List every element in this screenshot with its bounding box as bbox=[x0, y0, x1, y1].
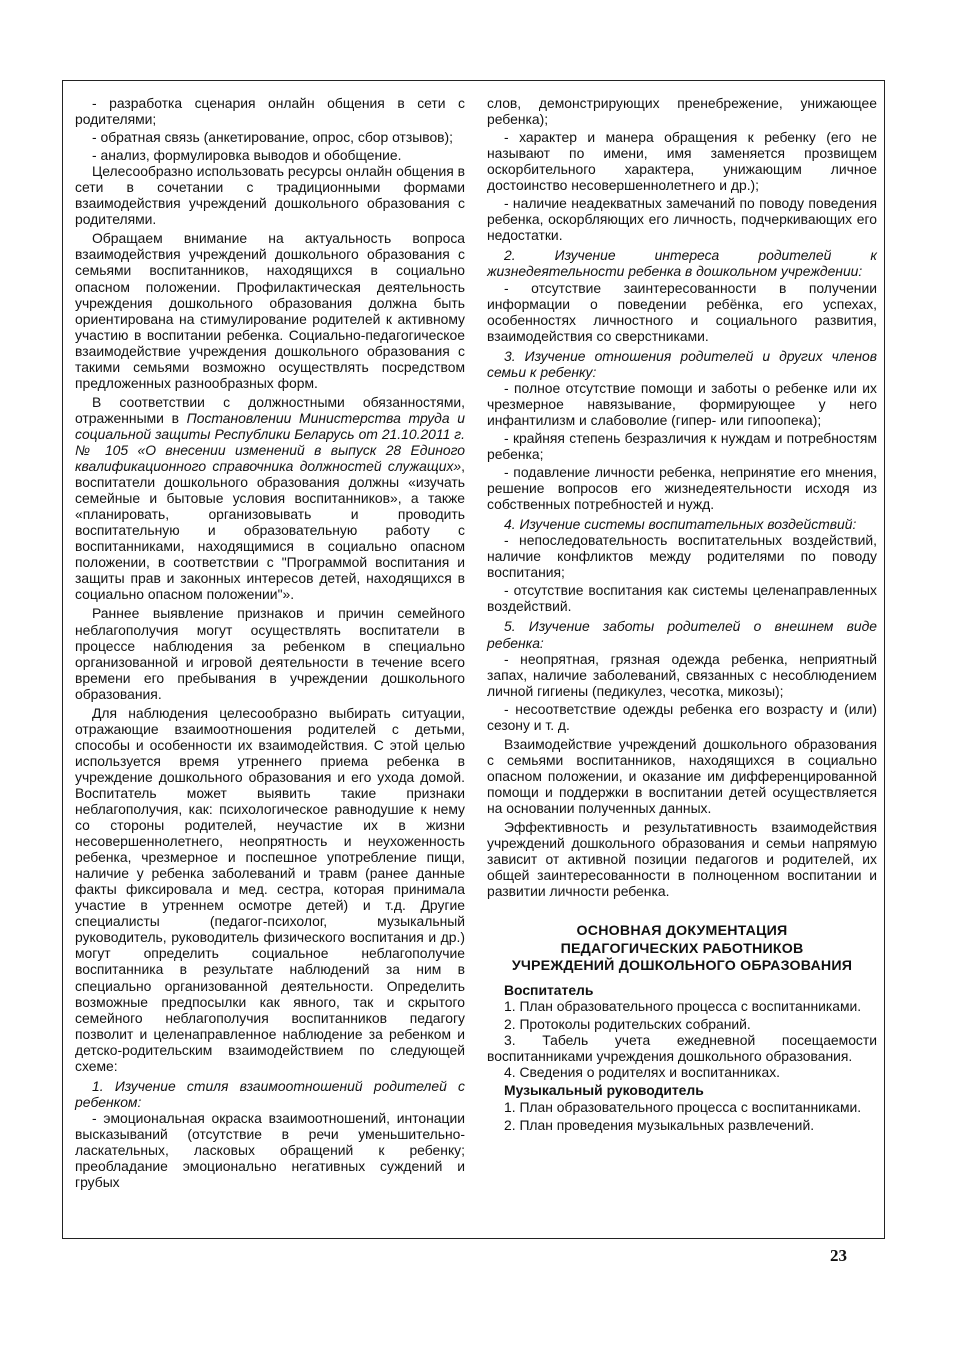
list-item: 4. Сведения о родителях и воспитанниках. bbox=[504, 1064, 780, 1081]
paragraph: - несоответствие одежды ребенка его возрасту и (или) сезону и т. д. bbox=[487, 700, 877, 733]
paragraph: Обращаем внимание на актуальность вопроса взаимодействия учреждений дошкольного образования с семьями воспитанников, находящихся в социально опасном положении. Профилактическая деятельность учреждения дошкольного образования должна быть ориентирована на стимулирование родителей к активному участию в воспитании ребенка. Социально-педагогическое взаимодействие учреждения дошкольного образования с такими семьями возможно осуществлять посредством предложенных разнообразных форм. bbox=[75, 230, 465, 391]
list-item: 1. План образовательного процесса с воспитанниками. bbox=[504, 1098, 862, 1115]
italic-heading: 1. Изучение стиля взаимоотношений родителей с ребенком: bbox=[75, 1077, 465, 1110]
section-title-line: ОСНОВНАЯ ДОКУМЕНТАЦИЯ bbox=[576, 923, 788, 940]
list-item: 2. Протоколы родительских собраний. bbox=[504, 1016, 751, 1033]
paragraph: Целесообразно использовать ресурсы онлайн общения в сети в сочетании с традиционными формами взаимодействия учреждений дошкольного образования с родителями. bbox=[75, 163, 465, 228]
paragraph: - отсутствие воспитания как системы целенаправленных воздействий. bbox=[487, 582, 877, 615]
right-column bbox=[487, 95, 877, 1133]
list-item: 3. Табель учета ежедневной посещаемости воспитанниками учреждения дошкольного образования. bbox=[487, 1032, 877, 1065]
italic-heading: 3. Изучение отношения родителей и других членов семьи к ребенку: bbox=[487, 347, 877, 380]
paragraph: - анализ, формулировка выводов и обобщение. bbox=[92, 147, 402, 164]
paragraph: Взаимодействие учреждений дошкольного образования с семьями воспитанников, находящихся в социально опасном положении, и оказание им дифференцированной помощи и поддержки в воспитании детей осуществляется на основании полученных данных. bbox=[487, 735, 877, 816]
paragraph: - полное отсутствие помощи и заботы о ребенке или их чрезмерное навязывание, формирующее у него инфантилизм и слабоволие (гипер- или гипоопека); bbox=[487, 379, 877, 428]
paragraph: Раннее выявление признаков и причин семейного неблагополучия могут осуществлять воспитатели в процессе наблюдения за ребенком в специально организованной и игровой деятельности в течение всего времени его пребывания в учреждении дошкольного образования. bbox=[75, 605, 465, 702]
paragraph: Эффективность и результативность взаимодействия учреждений дошкольного образования и семьи напрямую зависит от активной позиции педагогов и родителей, их общей заинтересованности в полноценном воспитании и развитии личности ребенка. bbox=[487, 819, 877, 900]
italic-heading: 4. Изучение системы воспитательных воздействий: bbox=[504, 516, 857, 533]
text-span: , воспитатели дошкольного образования должны «изучать семейные и бытовые условия воспитанников», а также «планировать, организовывать и проводить воспитательную и образовательную работу с воспитанниками, находящимися в социально опасном положении, в соответствии с "Программой воспитания и защиты прав и законных интересов детей, находящихся в социально опасном положении"». bbox=[75, 458, 465, 603]
subheading: Воспитатель bbox=[504, 981, 594, 998]
list-item: 1. План образовательного процесса с воспитанниками. bbox=[504, 998, 862, 1015]
paragraph: - обратная связь (анкетирование, опрос, сбор отзывов); bbox=[92, 129, 454, 146]
subheading: Музыкальный руководитель bbox=[504, 1082, 704, 1099]
section-title bbox=[487, 923, 877, 976]
list-item: 2. План проведения музыкальных развлечений. bbox=[504, 1117, 815, 1134]
text-span: В соответствии с должностными обязанностями, отраженными в bbox=[75, 393, 465, 426]
paragraph: - крайняя степень безразличия к нуждам и потребностям ребенка; bbox=[487, 429, 877, 462]
paragraph: - характер и манера обращения к ребенку (его не называют по имени, имя заменяется прозвищем оскорбительного характера, унижающим личное достоинство несовершеннолетнего и др.); bbox=[487, 129, 877, 194]
paragraph: - непоследовательность воспитательных воздействий, наличие конфликтов между родителями по поводу воспитания; bbox=[487, 532, 877, 581]
italic-heading: 5. Изучение заботы родителей о внешнем виде ребенка: bbox=[487, 618, 877, 651]
paragraph: - отсутствие заинтересованности в получении информации о поведении ребёнка, его успехах, особенностях личностного и социального развития, взаимодействия со сверстниками. bbox=[487, 279, 877, 344]
paragraph: - неопрятная, грязная одежда ребенка, неприятный запах, наличие заболеваний, связанных с несоблюдением личной гигиены (педикулез, чесотка, микозы); bbox=[487, 650, 877, 699]
paragraph: - наличие неадекватных замечаний по поводу поведения ребенка, оскорбляющих его личность, подчеркивающих его недостатки. bbox=[487, 195, 877, 244]
paragraph: - разработка сценария онлайн общения в сети с родителями; bbox=[75, 95, 465, 128]
section-title-line: ПЕДАГОГИЧЕСКИХ РАБОТНИКОВ bbox=[560, 940, 804, 957]
paragraph: - эмоциональная окраска взаимоотношений, интонации высказываний (отсутствие в речи уменьшительно-ласкательных, ласковых обращений к ребенку; преобладание эмоционально негативных суждений и грубых bbox=[75, 1109, 465, 1191]
section-title-line: УЧРЕЖДЕНИЙ ДОШКОЛЬНОГО ОБРАЗОВАНИЯ bbox=[511, 958, 853, 975]
paragraph: Для наблюдения целесообразно выбирать ситуации, отражающие взаимоотношения родителей с детьми, способы и особенности их взаимодействия. С этой целью используется время утреннего приема ребенка в учреждение дошкольного образования и его ухода домой. Воспитатель может выявить такие признаки неблагополучия, как: психологическое равнодушие к нему со стороны родителей, неучастие их в жизни несовершеннолетнего, неопрятность и неухоженность ребенка, чрезмерное и поспешное употребление пищи, наличие у ребенка заболеваний и травм (ранее данные факты фиксировала и мед. сестра, которая принимала участие в утреннем осмотре детей) и т.д. Другие специалисты (педагог-психолог, музыкальный руководитель, руководитель физического воспитания и др.) могут определить социальное неблагополучие воспитанника в результате наблюдений за ним в специально организованной деятельности. Определить возможные предпосылки как явного, так и скрытого семейного неблагополучия воспитанников педагогу позволит и целенаправленное наблюдение за ребенком и детско-родительским взаимодействием по следующей схеме: bbox=[75, 704, 465, 1074]
paragraph: - подавление личности ребенка, непринятие его мнения, решение вопросов его жизнедеятельности исходя из собственных потребностей и нужд. bbox=[487, 464, 877, 513]
paragraph bbox=[75, 394, 465, 603]
paragraph: слов, демонстрирующих пренебрежение, унижающее ребенка); bbox=[487, 95, 877, 128]
left-column bbox=[75, 95, 465, 1190]
page-number: 23 bbox=[830, 1246, 847, 1265]
italic-citation: Постановлении Министерства труда и социальной защиты Республики Беларусь от 21.10.2011 г. № 105 «О внесении изменений в выпуск 28 Единого квалификационного справочника должностей служащих» bbox=[75, 409, 465, 475]
italic-heading: 2. Изучение интереса родителей к жизнедеятельности ребенка в дошкольном учреждении: bbox=[487, 247, 877, 280]
